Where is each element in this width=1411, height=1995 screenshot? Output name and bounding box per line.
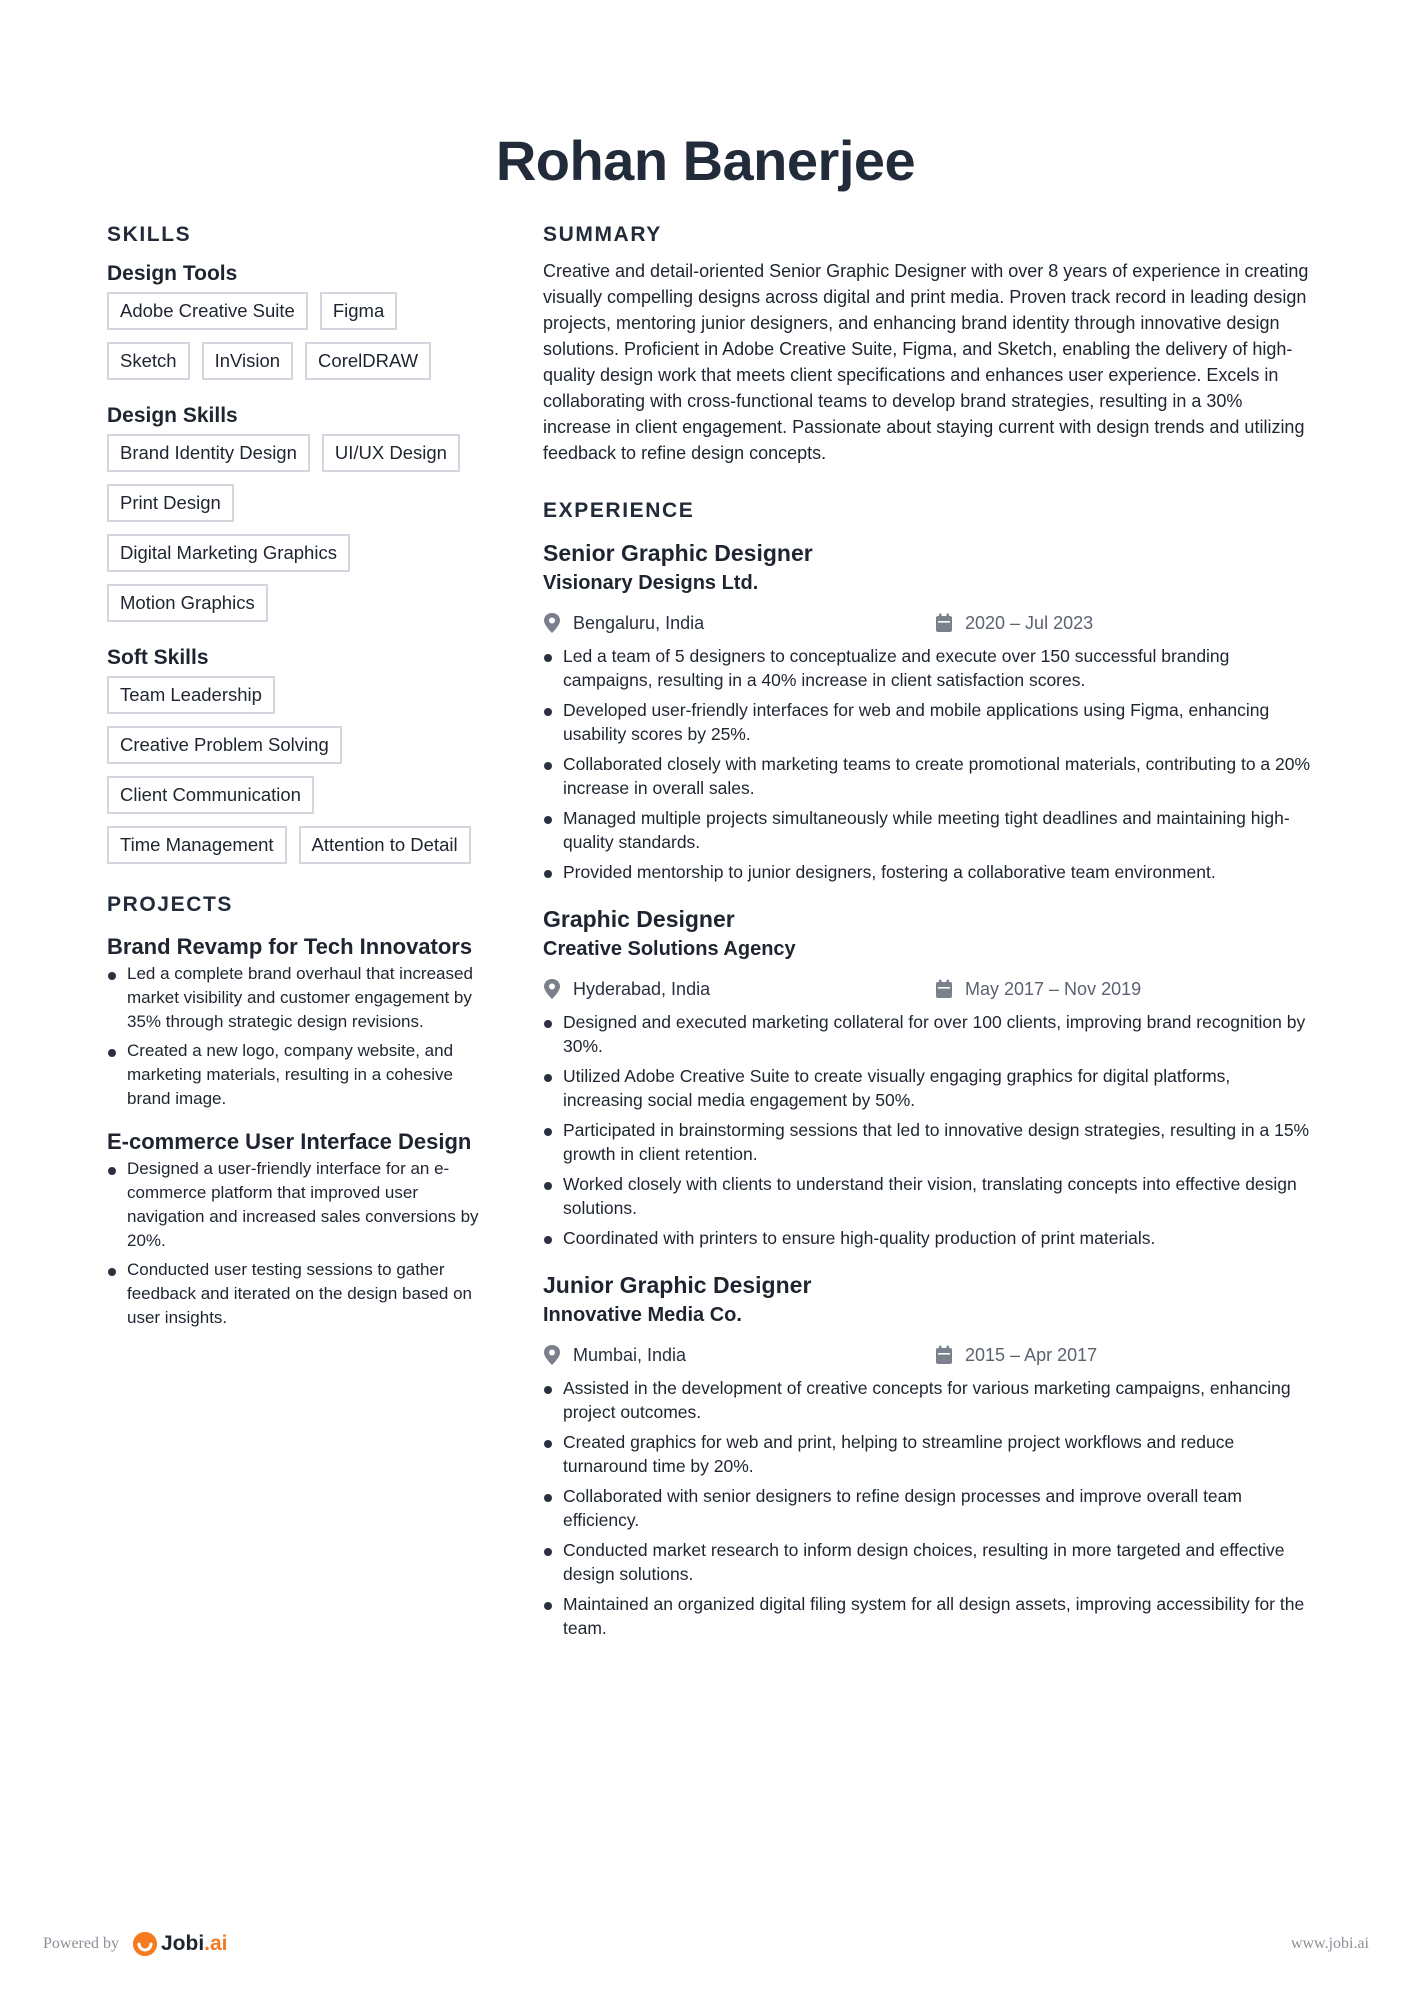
skills-groups <box>107 260 497 876</box>
bullet-item <box>543 698 1313 746</box>
brand-accent: .ai <box>204 1932 228 1955</box>
bullet-dot-icon <box>544 870 552 878</box>
skill-chips <box>107 676 497 876</box>
bullet-item <box>543 1376 1313 1424</box>
job-location <box>543 1345 935 1366</box>
project-title: Brand Revamp for Tech Innovators <box>107 934 473 959</box>
projects-list <box>107 932 497 1330</box>
bullet-dot-icon <box>544 1020 552 1028</box>
job-bullets <box>543 1010 1313 1250</box>
projects-heading: PROJECTS <box>107 893 233 916</box>
calendar-icon <box>935 979 953 999</box>
bullet-text: Conducted market research to inform design choices, resulting in more targeted and effective design solutions. <box>563 1540 1285 1584</box>
location-text: Hyderabad, India <box>573 978 711 999</box>
dates-text: 2020 – Jul 2023 <box>965 612 1094 633</box>
skill-chip: Print Design <box>107 484 234 522</box>
job-bullets <box>543 644 1313 884</box>
skill-chips <box>107 434 497 634</box>
map-pin-icon <box>543 979 561 999</box>
bullet-text: Created a new logo, company website, and marketing materials, resulting in a cohesive brand image. <box>127 1041 454 1108</box>
skill-chip: CorelDRAW <box>305 342 431 380</box>
company-name: Innovative Media Co. <box>543 1304 742 1326</box>
bullet-text: Designed a user-friendly interface for an e-commerce platform that improved user navigation and increased sales conversions by 20%. <box>127 1159 479 1250</box>
skills-heading: SKILLS <box>107 223 192 246</box>
skill-chip: Creative Problem Solving <box>107 726 342 764</box>
bullet-item <box>543 860 1313 884</box>
skill-chip: Sketch <box>107 342 190 380</box>
brand-logo[interactable] <box>133 1932 228 1956</box>
bullet-item <box>543 1118 1313 1166</box>
bullet-dot-icon <box>544 1602 552 1610</box>
bullet-item <box>543 644 1313 692</box>
job-title: Senior Graphic Designer <box>543 540 813 566</box>
skill-chip: Digital Marketing Graphics <box>107 534 350 572</box>
job-title: Junior Graphic Designer <box>543 1272 812 1298</box>
job-entry <box>543 538 1313 884</box>
bullet-dot-icon <box>544 1386 552 1394</box>
map-pin-icon <box>543 613 561 633</box>
map-pin-icon <box>543 1345 561 1365</box>
skill-chip: Time Management <box>107 826 287 864</box>
skill-group-title: Soft Skills <box>107 646 209 669</box>
skill-chip: Motion Graphics <box>107 584 268 622</box>
calendar-icon <box>935 613 953 633</box>
bullet-text: Worked closely with clients to understand their vision, translating concepts into effective design solutions. <box>563 1174 1297 1218</box>
job-dates <box>935 613 1093 634</box>
project-title: E-commerce User Interface Design <box>107 1129 472 1154</box>
powered-by-label: Powered by <box>43 1935 119 1952</box>
bullet-dot-icon <box>544 1236 552 1244</box>
bullet-text: Provided mentorship to junior designers, fostering a collaborative team environment. <box>563 862 1216 882</box>
location-text: Bengaluru, India <box>573 612 705 633</box>
job-bullets <box>543 1376 1313 1640</box>
right-column <box>543 220 1313 1646</box>
bullet-text: Participated in brainstorming sessions that led to innovative design strategies, resulting in a 15% growth in client retention. <box>563 1120 1310 1164</box>
summary-heading: SUMMARY <box>543 223 662 246</box>
job-entry <box>543 1270 1313 1640</box>
bullet-text: Created graphics for web and print, helping to streamline project workflows and reduce turnaround time by 20%. <box>563 1432 1235 1476</box>
bullet-dot-icon <box>544 654 552 662</box>
brand-name: Jobi <box>160 1932 205 1955</box>
job-location <box>543 613 935 634</box>
job-dates <box>935 979 1141 1000</box>
project-bullets <box>107 1157 497 1330</box>
bullet-item <box>107 1258 497 1330</box>
skill-chip: UI/UX Design <box>322 434 460 472</box>
bullet-item <box>543 1484 1313 1532</box>
skill-group-title: Design Skills <box>107 404 238 427</box>
job-location <box>543 979 935 1000</box>
bullet-dot-icon <box>544 1494 552 1502</box>
bullet-dot-icon <box>108 972 116 980</box>
bullet-dot-icon <box>108 1049 116 1057</box>
job-title: Graphic Designer <box>543 906 735 932</box>
company-name: Visionary Designs Ltd. <box>543 572 759 594</box>
footer-website[interactable]: www.jobi.ai <box>1290 1935 1369 1952</box>
skill-chips <box>107 292 497 392</box>
skill-chip: Adobe Creative Suite <box>107 292 308 330</box>
bullet-dot-icon <box>544 1182 552 1190</box>
bullet-text: Coordinated with printers to ensure high-quality production of print materials. <box>563 1228 1156 1248</box>
bullet-item <box>543 1430 1313 1478</box>
bullet-item <box>543 1538 1313 1586</box>
bullet-item <box>543 1172 1313 1220</box>
bullet-dot-icon <box>544 816 552 824</box>
job-entry <box>543 904 1313 1250</box>
bullet-text: Collaborated with senior designers to refine design processes and improve overall team efficiency. <box>563 1486 1242 1530</box>
bullet-dot-icon <box>544 708 552 716</box>
dates-text: May 2017 – Nov 2019 <box>965 978 1142 999</box>
bullet-dot-icon <box>108 1167 116 1175</box>
job-meta <box>543 610 1313 636</box>
skill-chip: Attention to Detail <box>299 826 471 864</box>
bullet-text: Developed user-friendly interfaces for web and mobile applications using Figma, enhancing usability scores by 25%. <box>563 700 1270 744</box>
bullet-item <box>543 1592 1313 1640</box>
bullet-item <box>543 1226 1313 1250</box>
bullet-text: Utilized Adobe Creative Suite to create visually engaging graphics for digital platforms, increasing social media engagement by 50%. <box>563 1066 1231 1110</box>
bullet-item <box>107 962 497 1034</box>
bullet-item <box>107 1039 497 1111</box>
bullet-text: Assisted in the development of creative concepts for various marketing campaigns, enhancing project outcomes. <box>563 1378 1291 1422</box>
bullet-dot-icon <box>544 1128 552 1136</box>
job-dates <box>935 1345 1097 1366</box>
skill-chip: InVision <box>202 342 293 380</box>
skill-group-title: Design Tools <box>107 262 238 285</box>
skill-chip: Figma <box>320 292 397 330</box>
location-text: Mumbai, India <box>573 1344 687 1365</box>
job-meta <box>543 976 1313 1002</box>
skill-chip: Brand Identity Design <box>107 434 310 472</box>
bullet-dot-icon <box>544 762 552 770</box>
project-bullets <box>107 962 497 1111</box>
bullet-text: Designed and executed marketing collateral for over 100 clients, improving brand recognition by 30%. <box>563 1012 1306 1056</box>
bullet-dot-icon <box>544 1074 552 1082</box>
skill-chip: Client Communication <box>107 776 314 814</box>
experience-list <box>543 538 1313 1640</box>
left-column <box>107 220 497 1335</box>
bullet-item <box>543 1010 1313 1058</box>
company-name: Creative Solutions Agency <box>543 938 796 960</box>
calendar-icon <box>935 1345 953 1365</box>
job-meta <box>543 1342 1313 1368</box>
bullet-dot-icon <box>108 1268 116 1276</box>
bullet-text: Managed multiple projects simultaneously while meeting tight deadlines and maintaining high-quality standards. <box>563 808 1290 852</box>
jobi-logo-icon <box>133 1932 157 1956</box>
bullet-text: Led a team of 5 designers to conceptualize and execute over 150 successful branding campaigns, resulting in a 40% increase in client satisfaction scores. <box>563 646 1230 690</box>
bullet-text: Conducted user testing sessions to gather feedback and iterated on the design based on user insights. <box>127 1260 472 1327</box>
bullet-item <box>107 1157 497 1253</box>
bullet-text: Led a complete brand overhaul that increased market visibility and customer engagement by 35% through strategic design revisions. <box>127 964 473 1031</box>
bullet-item <box>543 1064 1313 1112</box>
bullet-item <box>543 752 1313 800</box>
experience-heading: EXPERIENCE <box>543 499 695 522</box>
bullet-dot-icon <box>544 1440 552 1448</box>
bullet-item <box>543 806 1313 854</box>
summary-text: Creative and detail-oriented Senior Graphic Designer with over 8 years of experience in creating visually compelling designs across digital and print media. Proven track record in leading design projects, mentoring junior designers, and enhancing brand identity through innovative design solutions. Proficient in Adobe Creative Suite, Figma, and Sketch, enabling the delivery of high-quality design work that meets client specifications and enhances user experience. Excels in collaborating with cross-functional teams to develop brand strategies, resulting in a 30% increase in client engagement. Passionate about staying current with design trends and utilizing feedback to refine design concepts. <box>543 261 1309 463</box>
bullet-dot-icon <box>544 1548 552 1556</box>
bullet-text: Collaborated closely with marketing teams to create promotional materials, contributing to a 20% increase in overall sales. <box>563 754 1311 798</box>
footer-powered-by <box>43 1932 228 1956</box>
skill-chip: Team Leadership <box>107 676 275 714</box>
dates-text: 2015 – Apr 2017 <box>965 1344 1098 1365</box>
bullet-text: Maintained an organized digital filing system for all design assets, improving accessibility for the team. <box>563 1594 1305 1638</box>
candidate-name: Rohan Banerjee <box>495 129 916 192</box>
